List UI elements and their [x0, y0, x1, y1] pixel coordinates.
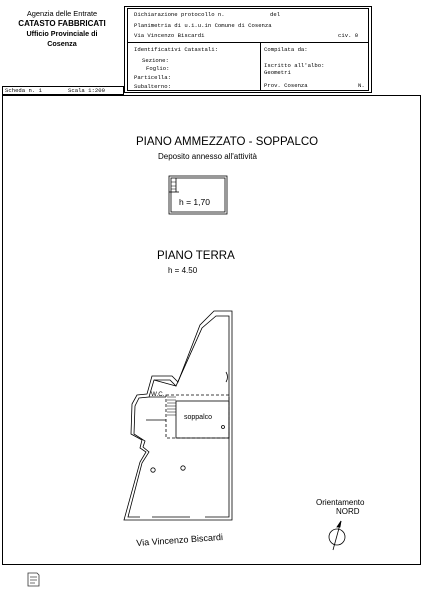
mezzanine-room: [169, 176, 227, 214]
particella-label: Particella:: [134, 74, 171, 81]
del-label: del: [270, 11, 281, 18]
civ-label: civ. 0: [338, 32, 359, 39]
iscritto-label: Iscritto all'albo:: [264, 62, 325, 69]
ground-height: h = 4.50: [168, 266, 198, 275]
address-line: Via Vincenzo Biscardi: [134, 32, 205, 39]
mezzanine-height: h = 1,70: [179, 197, 210, 207]
planimetria-line: Planimetria di u.i.u.in Comune di Cosenza: [134, 22, 272, 29]
column-marker: [151, 468, 155, 472]
ground-floor-outline: [124, 311, 232, 520]
orientation-label: Orientamento: [316, 498, 365, 507]
column-marker: [181, 466, 185, 470]
ground-title: PIANO TERRA: [157, 250, 235, 262]
column-marker: [222, 426, 225, 429]
scala-label: Scala 1:200: [68, 87, 105, 94]
mezzanine-title: PIANO AMMEZZATO - SOPPALCO: [136, 136, 319, 148]
agency-name: Agenzia delle Entrate: [26, 9, 98, 18]
north-arrow-icon: [329, 521, 345, 550]
subalterno-label: Subalterno:: [134, 83, 171, 90]
wc-label: W.C.: [151, 391, 165, 398]
n-label: N.: [358, 82, 365, 89]
catasto-title: CATASTO FABBRICATI: [18, 19, 106, 28]
soppalco-label: soppalco: [184, 414, 213, 421]
office-city: Cosenza: [47, 39, 77, 48]
compilata-label: Compilata da:: [264, 46, 308, 53]
street-label: Via Vincenzo Biscardi: [136, 531, 224, 548]
scheda-label: Scheda n. 1: [5, 87, 42, 94]
office-line: Ufficio Provinciale di: [26, 29, 98, 38]
document-icon[interactable]: [27, 572, 40, 587]
mezzanine-subtitle: Deposito annesso all'attività: [158, 152, 257, 161]
geometri-label: Geometri: [264, 69, 291, 76]
foglio-label: Foglio:: [146, 65, 170, 72]
sezione-label: Sezione:: [142, 57, 169, 64]
identificativi-label: Identificativi Catastali:: [134, 46, 218, 53]
prov-label: Prov. Cosenza: [264, 82, 308, 89]
protocol-label: Dichiarazione protocollo n.: [134, 11, 225, 18]
north-label: NORD: [336, 507, 360, 516]
